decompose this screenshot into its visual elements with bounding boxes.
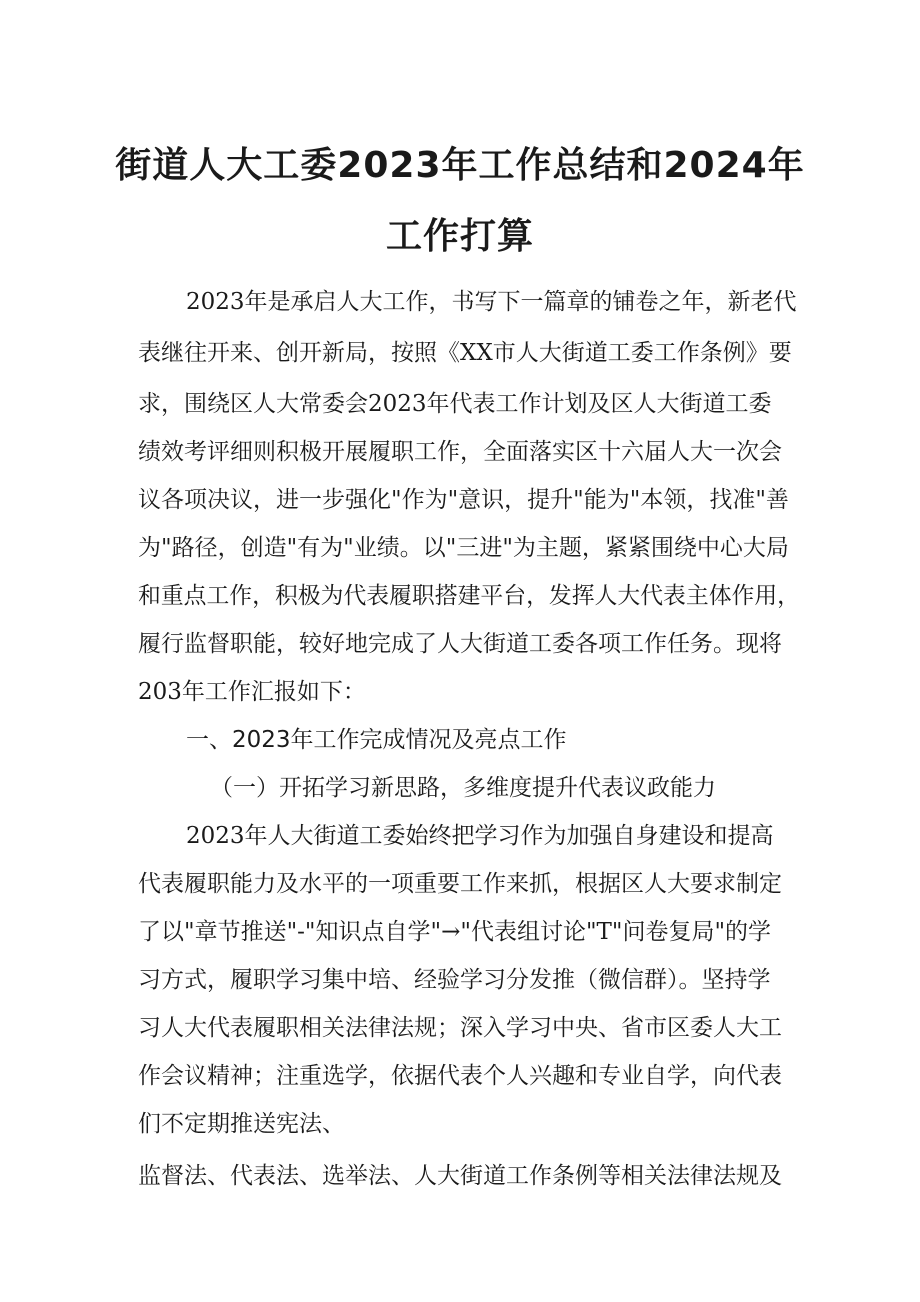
document-title-line-1: 街道人大工委2023年工作总结和2024年 [115,145,805,186]
section-heading: 一、2023年工作完成情况及亮点工作 [186,727,567,753]
subsection-heading: （一）开拓学习新思路，多维度提升代表议政能力 [210,775,716,801]
body-line: 求，围绕区人大常委会2023年代表工作计划及区人大街道工委 [138,391,772,417]
body-line: 2023年是承启人大工作，书写下一篇章的铺卷之年，新老代 [186,289,797,315]
document-title-line-2: 工作打算 [385,216,534,257]
body-line: 绩效考评细则积极开展履职工作，全面落实区十六届人大一次会 [138,439,782,465]
body-line: 履行监督职能，较好地完成了人大街道工委各项工作任务。现将 [138,631,782,657]
body-line: 们不定期推送宪法、 [138,1111,345,1137]
body-line: 作会议精神；注重选学，依据代表个人兴趣和专业自学，向代表 [138,1063,782,1089]
body-line: 了以"章节推送"-"知识点自学"→"代表组讨论"T"问卷复局"的学 [138,919,772,945]
body-line: 代表履职能力及水平的一项重要工作来抓，根据区人大要求制定 [138,871,782,897]
body-line: 议各项决议，进一步强化"作为"意识，提升"能为"本领，找准"善 [138,487,789,513]
body-line: 表继往开来、创开新局，按照《XX市人大街道工委工作条例》要 [138,340,792,366]
body-line: 203年工作汇报如下： [138,679,366,705]
body-line: 和重点工作，积极为代表履职搭建平台，发挥人大代表主体作用， [138,583,800,609]
body-line: 监督法、代表法、选举法、人大街道工作条例等相关法律法规及 [138,1163,782,1189]
body-line: 习方式，履职学习集中培、经验学习分发推（微信群）。坚持学 [138,967,771,993]
body-line: 2023年人大街道工委始终把学习作为加强自身建设和提高 [186,823,774,849]
body-line: 为"路径，创造"有为"业绩。以"三进"为主题，紧紧围绕中心大局 [138,535,789,561]
body-line: 习人大代表履职相关法律法规；深入学习中央、省市区委人大工 [138,1015,782,1041]
